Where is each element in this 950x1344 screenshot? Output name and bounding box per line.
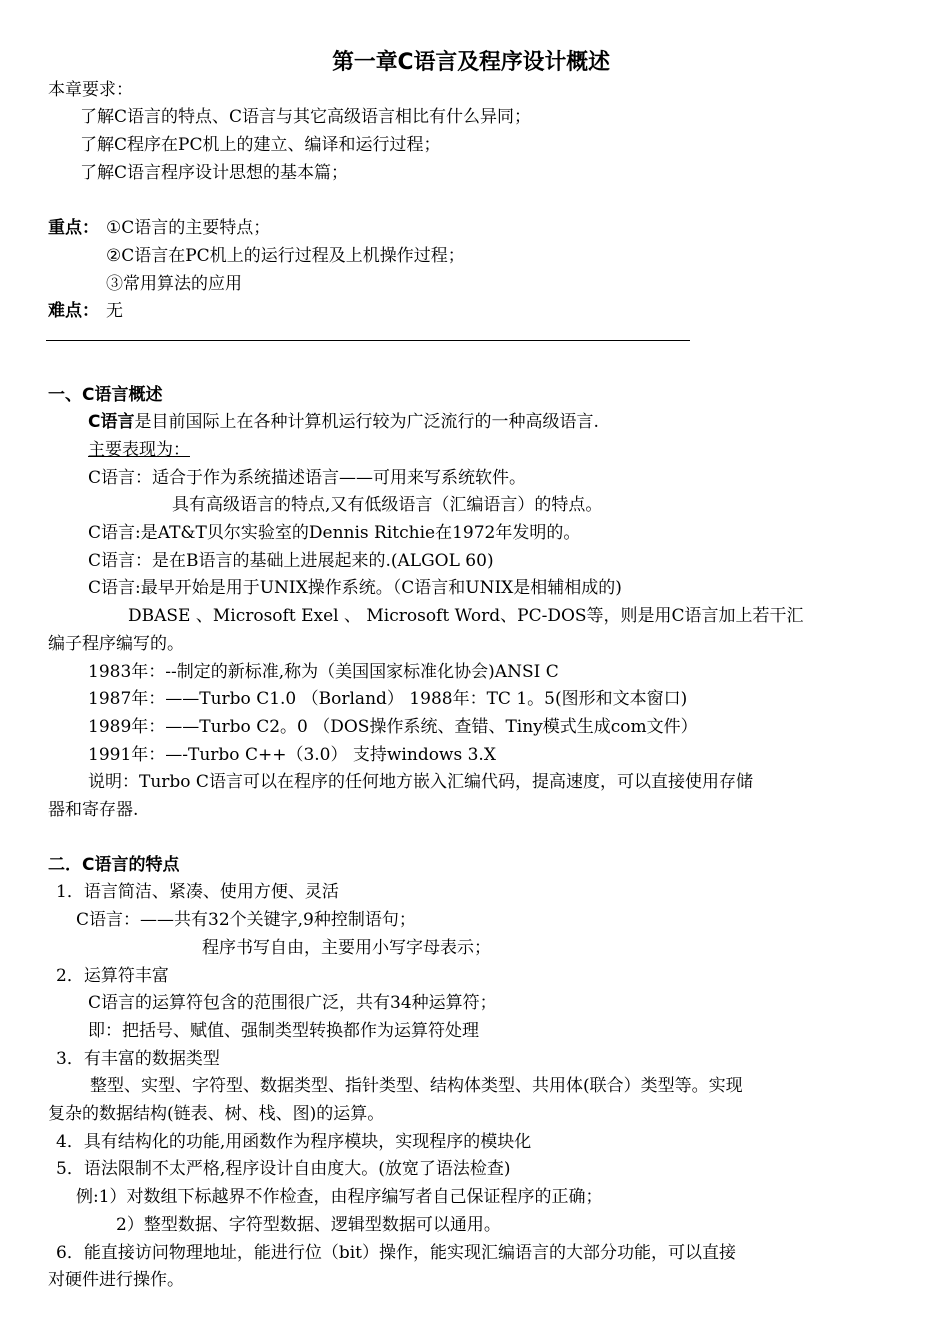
requirement-item: 了解C语言的特点、C语言与其它高级语言相比有什么异同； — [80, 107, 532, 127]
section1-line: C语言：适合于作为系统描述语言——可用来写系统软件。 — [88, 468, 527, 488]
section2-line: 2．运算符丰富 — [56, 966, 169, 986]
requirements-heading: 本章要求： — [48, 80, 133, 100]
key-points-label: 重点： — [48, 218, 99, 238]
section1-intro-bold: C语言 — [88, 412, 135, 432]
section1-line: 编子程序编写的。 — [48, 634, 184, 654]
requirement-item: 了解C程序在PC机上的建立、编译和运行过程； — [80, 135, 441, 155]
section1-intro — [88, 410, 599, 434]
section2-line: 例:1）对数组下标越界不作检查，由程序编写者自己保证程序的正确； — [76, 1187, 603, 1207]
section1-line: 1987年：——Turbo C1.0 （Borland） 1988年：TC 1。5(图形和文本窗口) — [88, 689, 688, 709]
section1-subheading: 主要表现为： — [88, 440, 190, 460]
section1-line: C语言:是AT&T贝尔实验室的Dennis Ritchie在1972年发明的。 — [88, 523, 581, 543]
section1-intro-text: 是目前国际上在各种计算机运行较为广泛流行的一种高级语言. — [134, 412, 599, 432]
section2-line: 复杂的数据结构(链表、树、栈、图)的运算。 — [48, 1104, 385, 1124]
section2-line: 即：把括号、赋值、强制类型转换都作为运算符处理 — [88, 1021, 479, 1041]
section2-line: 3．有丰富的数据类型 — [56, 1049, 220, 1069]
section2-line: C语言的运算符包含的范围很广泛，共有34种运算符； — [88, 993, 497, 1013]
section2-line: 5．语法限制不太严格,程序设计自由度大。(放宽了语法检查) — [56, 1159, 511, 1179]
section2-line: C语言：——共有32个关键字,9种控制语句； — [76, 910, 416, 930]
page-title: 第一章C语言及程序设计概述 — [332, 50, 610, 75]
section1-heading: 一、C语言概述 — [48, 385, 163, 405]
section1-line: C语言：是在B语言的基础上进展起来的.(ALGOL 60) — [88, 551, 494, 571]
horizontal-divider — [46, 340, 690, 341]
section1-line: 说明：Turbo C语言可以在程序的任何地方嵌入汇编代码，提高速度，可以直接使用存储 — [88, 772, 753, 792]
section1-line: DBASE 、Microsoft Exel 、 Microsoft Word、PC-DOS等，则是用C语言加上若干汇 — [128, 606, 804, 626]
section2-line: 对硬件进行操作。 — [48, 1270, 184, 1290]
section2-heading: 二．C语言的特点 — [48, 855, 180, 875]
section2-line: 2）整型数据、字符型数据、逻辑型数据可以通用。 — [116, 1215, 501, 1235]
section2-line: 6．能直接访问物理地址，能进行位（bit）操作，能实现汇编语言的大部分功能，可以直接 — [56, 1243, 736, 1263]
key-point-item: ③常用算法的应用 — [106, 274, 242, 294]
section2-line: 程序书写自由，主要用小写字母表示； — [202, 938, 491, 958]
section2-line: 1．语言简洁、紧凑、使用方便、灵活 — [56, 882, 339, 902]
requirement-item: 了解C语言程序设计思想的基本篇； — [80, 163, 349, 183]
section1-line: 具有高级语言的特点,又有低级语言（汇编语言）的特点。 — [172, 495, 603, 515]
section1-line: 1983年：--制定的新标准,称为（美国国家标准化协会)ANSI C — [88, 662, 559, 682]
section2-line: 4．具有结构化的功能,用函数作为程序模块，实现程序的模块化 — [56, 1132, 532, 1152]
difficulty-value: 无 — [106, 301, 123, 321]
section1-line: 1991年：—-Turbo C++（3.0） 支持windows 3.X — [88, 745, 496, 765]
section1-line: 器和寄存器. — [48, 800, 139, 820]
section1-line: 1989年：——Turbo C2。0 （DOS操作系统、查错、Tiny模式生成com文件） — [88, 717, 698, 737]
key-point-item: ①C语言的主要特点； — [106, 218, 271, 238]
key-point-item: ②C语言在PC机上的运行过程及上机操作过程； — [106, 246, 465, 266]
difficulty-label: 难点： — [48, 301, 99, 321]
section2-line: 整型、实型、字符型、数据类型、指针类型、结构体类型、共用体(联合）类型等。实现 — [90, 1076, 743, 1096]
section1-line: C语言:最早开始是用于UNIX操作系统。（C语言和UNIX是相辅相成的) — [88, 578, 622, 598]
